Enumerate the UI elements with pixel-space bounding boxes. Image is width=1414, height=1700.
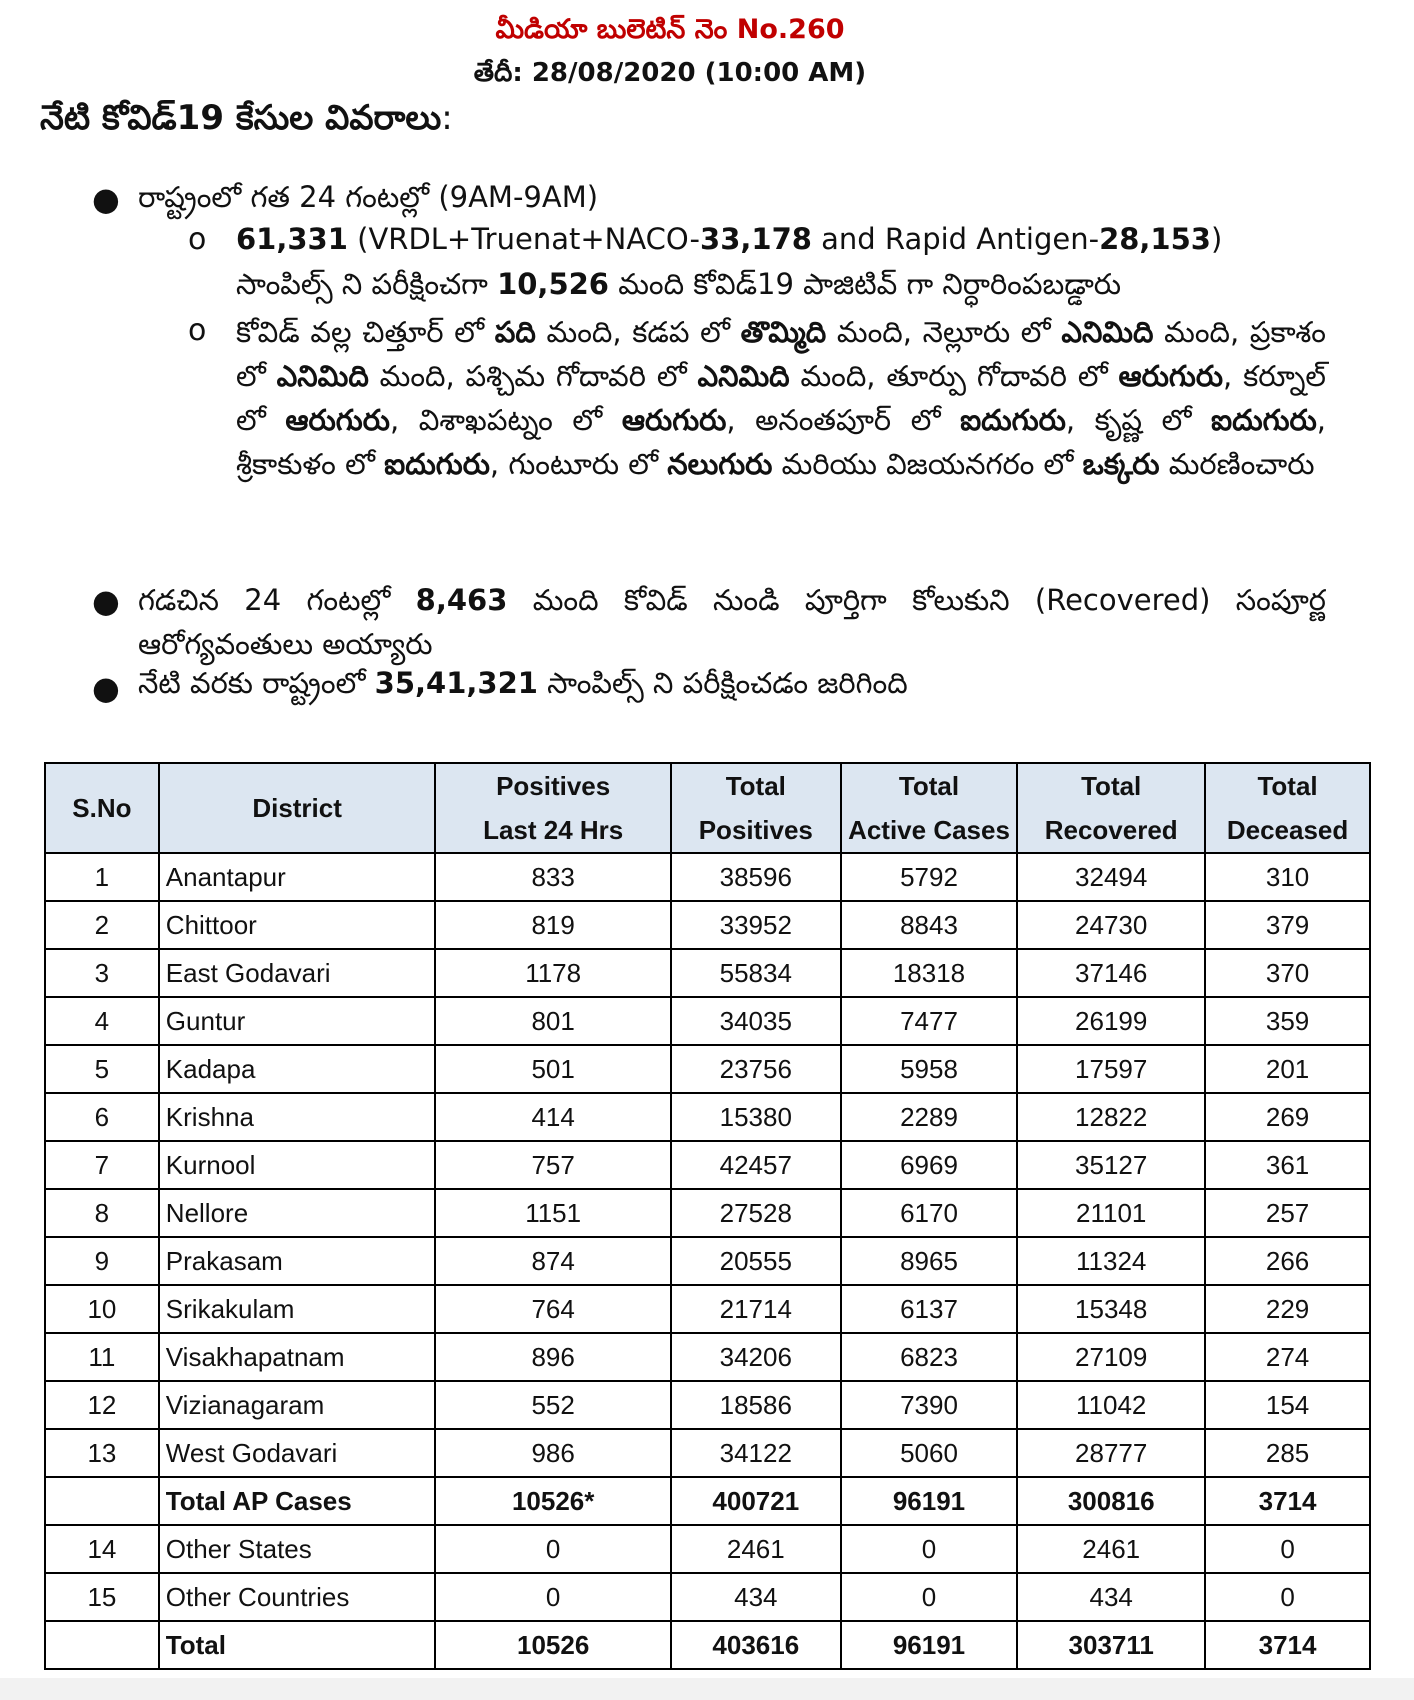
cell-active-cases: 6823 [841, 1333, 1018, 1381]
table-row [45, 1141, 1370, 1189]
header-positives-24h-line1: Positives [496, 771, 611, 801]
cell-total-positives: 34122 [671, 1429, 841, 1477]
header-sno: S.No [45, 763, 159, 853]
cell-district: Krishna [159, 1093, 436, 1141]
death-count-word: ఐదుగురు [384, 447, 490, 481]
cell-positives-24h: 833 [435, 853, 671, 901]
cell-deceased: 229 [1205, 1285, 1370, 1333]
bullet-dot-2: ● [92, 582, 120, 620]
cell-deceased: 310 [1205, 853, 1370, 901]
cell-active-cases: 6137 [841, 1285, 1018, 1333]
table-total-row [45, 1477, 1370, 1525]
sub-marker-1: o [188, 222, 207, 257]
death-text: మంది, ప్రకాశం లో [236, 315, 1326, 393]
cell-district: Anantapur [159, 853, 436, 901]
death-count-word: ఎనిమిది [697, 359, 790, 393]
header-recovered-line2: Recovered [1044, 815, 1178, 845]
header-deceased-line1: Total [1257, 771, 1318, 801]
cell-positives-24h: 1151 [435, 1189, 671, 1237]
cell-positives-24h: 764 [435, 1285, 671, 1333]
death-text: , కర్నూల్ లో [236, 359, 1326, 437]
cell-total-positives: 434 [671, 1573, 841, 1621]
cell-sno: 8 [45, 1189, 159, 1237]
cell-positives-24h: 0 [435, 1573, 671, 1621]
cell-recovered: 27109 [1017, 1333, 1205, 1381]
cell-district: Prakasam [159, 1237, 436, 1285]
header-recovered [1017, 763, 1205, 853]
cell-deceased: 266 [1205, 1237, 1370, 1285]
death-count-word: ఐదుగురు [960, 403, 1066, 437]
bullet-dot-3: ● [92, 669, 120, 707]
cell-sno: 6 [45, 1093, 159, 1141]
cell-deceased: 257 [1205, 1189, 1370, 1237]
deaths-paragraph [236, 310, 1326, 486]
table-row [45, 1189, 1370, 1237]
cell-total-positives: 34035 [671, 997, 841, 1045]
recovered-paragraph [138, 578, 1326, 666]
cell-district: Guntur [159, 997, 436, 1045]
cell-positives-24h: 757 [435, 1141, 671, 1189]
cell-district: Other States [159, 1525, 436, 1573]
cell-sno: 12 [45, 1381, 159, 1429]
cell-active-cases: 6969 [841, 1141, 1018, 1189]
cell-recovered: 12822 [1017, 1093, 1205, 1141]
positive-prefix: సాంపిల్స్ ని పరీక్షించగా [236, 267, 498, 301]
cell-recovered: 434 [1017, 1573, 1205, 1621]
cell-positives-24h: 801 [435, 997, 671, 1045]
cell-recovered: 11324 [1017, 1237, 1205, 1285]
cell-sno: 10 [45, 1285, 159, 1333]
cell-positives-24h: 1178 [435, 949, 671, 997]
cell-positives-24h: 874 [435, 1237, 671, 1285]
cell-sno: 9 [45, 1237, 159, 1285]
cell-district: West Godavari [159, 1429, 436, 1477]
death-count-word: నలుగురు [667, 447, 773, 481]
cell-sno: 15 [45, 1573, 159, 1621]
cell-total-positives: 34206 [671, 1333, 841, 1381]
cell-recovered: 11042 [1017, 1381, 1205, 1429]
cell-deceased: 359 [1205, 997, 1370, 1045]
recovered-count: 8,463 [415, 583, 508, 617]
cell-district: Kurnool [159, 1141, 436, 1189]
cell-total-positives: 33952 [671, 901, 841, 949]
cell-positives-24h: 10526 [435, 1621, 671, 1669]
death-text: మరణించారు [1159, 447, 1315, 481]
cell-positives-24h: 986 [435, 1429, 671, 1477]
cell-active-cases: 6170 [841, 1189, 1018, 1237]
table-row [45, 949, 1370, 997]
cell-total-positives: 27528 [671, 1189, 841, 1237]
samples-line [236, 222, 1222, 256]
antigen-count: 28,153 [1099, 222, 1211, 256]
header-total-positives-line2: Positives [698, 815, 813, 845]
cell-positives-24h: 819 [435, 901, 671, 949]
positive-line [236, 267, 1121, 309]
cell-positives-24h: 0 [435, 1525, 671, 1573]
positive-count: 10,526 [497, 267, 609, 301]
death-text: మంది, పశ్చిమ గోదావరి లో [368, 359, 698, 393]
header-active-cases-line2: Active Cases [848, 815, 1010, 845]
cell-deceased: 3714 [1205, 1477, 1370, 1525]
cell-deceased: 3714 [1205, 1621, 1370, 1669]
header-recovered-line1: Total [1081, 771, 1142, 801]
cell-deceased: 201 [1205, 1045, 1370, 1093]
death-count-word: ఆరుగురు [621, 403, 727, 437]
cell-total-positives: 42457 [671, 1141, 841, 1189]
cell-recovered: 35127 [1017, 1141, 1205, 1189]
cell-district: Total AP Cases [159, 1477, 436, 1525]
cell-positives-24h: 501 [435, 1045, 671, 1093]
header-active-cases [841, 763, 1018, 853]
cell-total-positives: 23756 [671, 1045, 841, 1093]
cell-total-positives: 21714 [671, 1285, 841, 1333]
cell-district: Other Countries [159, 1573, 436, 1621]
cell-sno: 2 [45, 901, 159, 949]
death-text: మంది, కడప లో [535, 315, 741, 349]
cell-district: Srikakulam [159, 1285, 436, 1333]
recovered-suffix: మంది కోవిడ్ నుండి పూర్తిగా కోలుకుని (Recovered) సంపూర్ణ ఆరోగ్యవంతులు అయ్యారు [138, 583, 1326, 661]
cell-active-cases: 96191 [841, 1621, 1018, 1669]
cell-deceased: 154 [1205, 1381, 1370, 1429]
cell-total-positives: 400721 [671, 1477, 841, 1525]
cell-recovered: 24730 [1017, 901, 1205, 949]
recovered-prefix: గడచిన 24 గంటల్లో [138, 583, 416, 617]
header-total-positives [671, 763, 841, 853]
cell-district: Vizianagaram [159, 1381, 436, 1429]
positive-suffix: మంది కోవిడ్19 పాజిటివ్ గా నిర్ధారింపబడ్డారు [609, 267, 1122, 301]
cell-recovered: 21101 [1017, 1189, 1205, 1237]
cell-sno: 14 [45, 1525, 159, 1573]
cell-deceased: 0 [1205, 1525, 1370, 1573]
cell-total-positives: 55834 [671, 949, 841, 997]
cell-total-positives: 2461 [671, 1525, 841, 1573]
cell-sno: 11 [45, 1333, 159, 1381]
death-text: కోవిడ్ వల్ల చిత్తూర్ లో [236, 315, 495, 349]
death-text: , శ్రీకాకుళం లో [236, 403, 1326, 481]
section-heading-text: నేటి కోవిడ్19 కేసుల వివరాలు [40, 98, 442, 138]
table-row [45, 1333, 1370, 1381]
date-value: : 28/08/2020 (10:00 AM) [512, 58, 867, 88]
table-row [45, 997, 1370, 1045]
cell-active-cases: 5792 [841, 853, 1018, 901]
cell-deceased: 370 [1205, 949, 1370, 997]
death-count-word: ఎనిమిది [1061, 315, 1154, 349]
cell-district: Total [159, 1621, 436, 1669]
cell-deceased: 0 [1205, 1573, 1370, 1621]
header-positives-24h-line2: Last 24 Hrs [483, 815, 624, 845]
cell-active-cases: 96191 [841, 1477, 1018, 1525]
cell-recovered: 2461 [1017, 1525, 1205, 1573]
cell-recovered: 15348 [1017, 1285, 1205, 1333]
cell-recovered: 17597 [1017, 1045, 1205, 1093]
date-label: తేదీ [473, 58, 513, 88]
death-count-word: ఆరుగురు [285, 403, 390, 437]
death-count-word: ఒక్కరు [1082, 447, 1160, 481]
cell-district: Kadapa [159, 1045, 436, 1093]
cell-sno: 13 [45, 1429, 159, 1477]
death-count-word: ఐదుగురు [1211, 403, 1317, 437]
death-text: , గుంటూరు లో [489, 447, 668, 481]
cell-recovered: 32494 [1017, 853, 1205, 901]
cell-recovered: 303711 [1017, 1621, 1205, 1669]
cell-active-cases: 7390 [841, 1381, 1018, 1429]
table-header-row [45, 763, 1370, 853]
cell-deceased: 274 [1205, 1333, 1370, 1381]
header-district: District [159, 763, 436, 853]
cell-deceased: 361 [1205, 1141, 1370, 1189]
cell-active-cases: 0 [841, 1573, 1018, 1621]
cell-district: Chittoor [159, 901, 436, 949]
cell-total-positives: 18586 [671, 1381, 841, 1429]
sub-marker-2: o [188, 313, 207, 348]
cell-recovered: 300816 [1017, 1477, 1205, 1525]
table-row [45, 1381, 1370, 1429]
samples-breakdown-c: ) [1210, 222, 1223, 256]
cell-positives-24h: 552 [435, 1381, 671, 1429]
cell-total-positives: 38596 [671, 853, 841, 901]
section-heading: నేటి కోవిడ్19 కేసుల వివరాలు: [40, 98, 453, 138]
bulletin-date [0, 58, 1340, 94]
cell-active-cases: 2289 [841, 1093, 1018, 1141]
cell-sno: 7 [45, 1141, 159, 1189]
cell-active-cases: 8965 [841, 1237, 1018, 1285]
death-count-word: తొమ్మిది [740, 315, 827, 349]
cell-district: East Godavari [159, 949, 436, 997]
table-row [45, 1429, 1370, 1477]
header-active-cases-line1: Total [898, 771, 960, 801]
death-text: , అనంతపూర్ లో [726, 403, 961, 437]
cell-recovered: 37146 [1017, 949, 1205, 997]
header-deceased [1205, 763, 1370, 853]
cell-district: Nellore [159, 1189, 436, 1237]
death-text: , కృష్ణ లో [1065, 403, 1212, 437]
samples-breakdown-b: and Rapid Antigen- [811, 222, 1100, 256]
district-cases-table [44, 762, 1371, 1670]
cell-total-positives: 403616 [671, 1621, 841, 1669]
total-samples-prefix: నేటి వరకు రాష్ట్రంలో [138, 666, 375, 700]
cell-recovered: 28777 [1017, 1429, 1205, 1477]
cell-total-positives: 20555 [671, 1237, 841, 1285]
cell-positives-24h: 896 [435, 1333, 671, 1381]
table-row [45, 1285, 1370, 1333]
cell-active-cases: 0 [841, 1525, 1018, 1573]
death-text: , విశాఖపట్నం లో [389, 403, 622, 437]
bullet1-intro: రాష్ట్రంలో గత 24 గంటల్లో (9AM-9AM) [138, 180, 599, 214]
table-body [45, 853, 1370, 1669]
cell-active-cases: 18318 [841, 949, 1018, 997]
page-bottom-band [0, 1678, 1414, 1700]
header-positives-24h [435, 763, 671, 853]
cell-active-cases: 5958 [841, 1045, 1018, 1093]
cell-sno [45, 1621, 159, 1669]
cell-district: Visakhapatnam [159, 1333, 436, 1381]
table-total-row [45, 1621, 1370, 1669]
cell-deceased: 379 [1205, 901, 1370, 949]
death-count-word: ఎనిమిది [276, 359, 369, 393]
cell-positives-24h: 414 [435, 1093, 671, 1141]
table-row [45, 1093, 1370, 1141]
cell-active-cases: 5060 [841, 1429, 1018, 1477]
header-total-positives-line1: Total [725, 771, 786, 801]
header-deceased-line2: Deceased [1226, 815, 1349, 845]
death-text: మంది, తూర్పు గోదావరి లో [789, 359, 1119, 393]
total-samples-suffix: సాంపిల్స్ ని పరీక్షించడం జరిగింది [537, 666, 908, 700]
death-count-word: పది [494, 315, 536, 349]
bulletin-title: మీడియా బులెటిన్ నెం No.260 [495, 14, 845, 45]
cell-sno: 5 [45, 1045, 159, 1093]
cell-active-cases: 8843 [841, 901, 1018, 949]
bullet-dot-1: ● [92, 180, 120, 218]
table-row [45, 853, 1370, 901]
total-samples-line [138, 666, 908, 708]
table-row [45, 1237, 1370, 1285]
cell-total-positives: 15380 [671, 1093, 841, 1141]
death-count-word: ఆరుగురు [1118, 359, 1224, 393]
cell-sno [45, 1477, 159, 1525]
table-row [45, 1525, 1370, 1573]
table-row [45, 1045, 1370, 1093]
table-row [45, 1573, 1370, 1621]
cell-active-cases: 7477 [841, 997, 1018, 1045]
cell-deceased: 285 [1205, 1429, 1370, 1477]
cell-positives-24h: 10526* [435, 1477, 671, 1525]
cell-sno: 3 [45, 949, 159, 997]
table-row [45, 901, 1370, 949]
samples-count: 61,331 [236, 222, 348, 256]
death-text: మరియు విజయనగరం లో [772, 447, 1083, 481]
death-text: మంది, నెల్లూరు లో [826, 315, 1062, 349]
naco-count: 33,178 [700, 222, 812, 256]
cell-sno: 4 [45, 997, 159, 1045]
samples-breakdown-a: (VRDL+Truenat+NACO- [347, 222, 701, 256]
total-samples-count: 35,41,321 [374, 666, 538, 700]
cell-sno: 1 [45, 853, 159, 901]
cell-recovered: 26199 [1017, 997, 1205, 1045]
cell-deceased: 269 [1205, 1093, 1370, 1141]
